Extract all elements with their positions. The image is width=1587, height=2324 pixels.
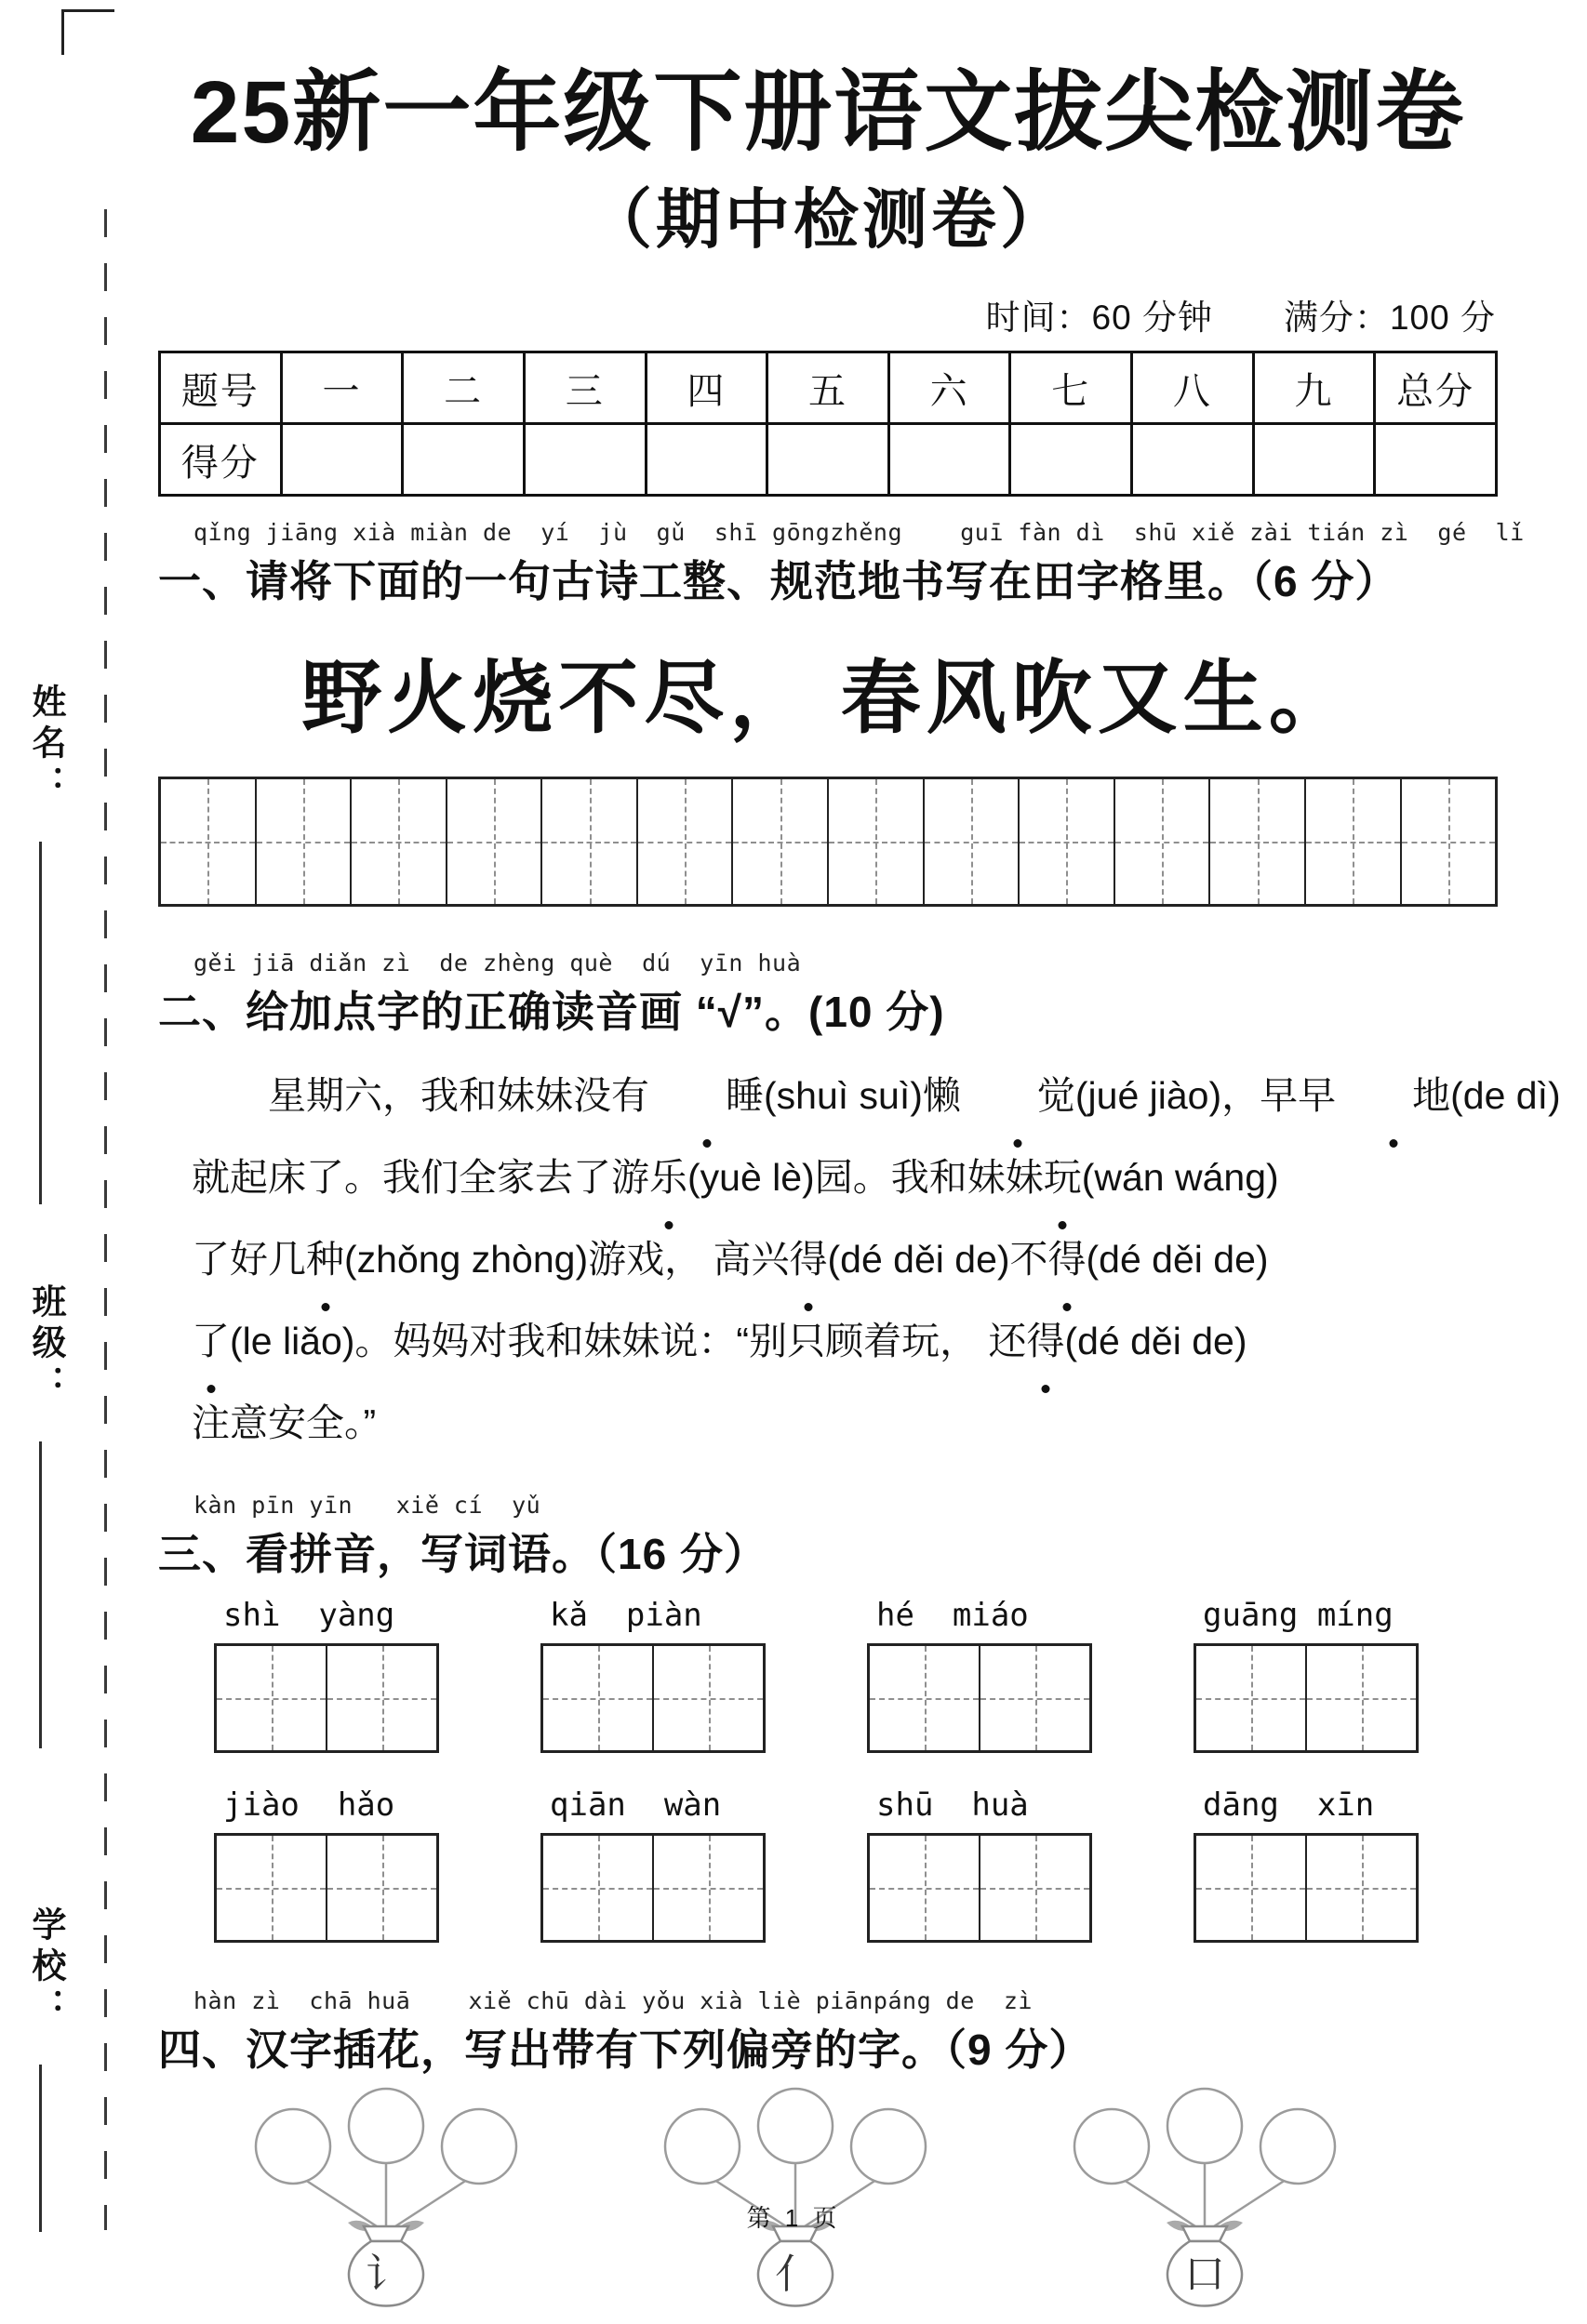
tianzige-cell: [1307, 1646, 1416, 1750]
tianzige-cell: [327, 1836, 436, 1940]
tianzige-cell: [257, 779, 353, 904]
class-blank-line: [39, 1441, 42, 1748]
s3-writing-box: [540, 1833, 766, 1943]
flower-circle: [349, 2089, 423, 2163]
tianzige-cell: [217, 1646, 327, 1750]
s2-line: 注意安全。”: [192, 1401, 377, 1445]
tianzige-cell: [654, 1836, 763, 1940]
tianzige-cell: [543, 1646, 654, 1750]
s3-item-pinyin: dāng xīn: [1203, 1786, 1375, 1825]
s4-heading: 四、汉字插花，写出带有下列偏旁的字。（9 分）: [158, 2025, 1093, 2075]
s3-heading: 三、看拼音，写词语。（16 分）: [158, 1530, 767, 1579]
score-table-score-row: [160, 424, 1497, 496]
page-title: 25新一年级下册语文拔尖检测卷: [190, 63, 1466, 162]
poem-line: 野火烧不尽， 春风吹又生。: [301, 654, 1354, 744]
s2-passage: [192, 1055, 1561, 1464]
time-and-score-info: 时间：60 分钟 满分：100 分: [985, 299, 1496, 338]
score-cell-empty: [524, 424, 646, 496]
tianzige-cell: [980, 1646, 1089, 1750]
tianzige-cell: [1306, 779, 1402, 904]
class-field-label: 班级：: [27, 1283, 65, 1406]
name-field-label: 姓名：: [27, 684, 65, 806]
score-table-col-header: 总分: [1375, 352, 1497, 424]
score-cell-empty: [767, 424, 889, 496]
s3-item: [1194, 1597, 1419, 1753]
score-table: [158, 351, 1498, 497]
tianzige-cell: [733, 779, 829, 904]
tianzige-cell: [542, 779, 638, 904]
dotted-char: 地: [1336, 1055, 1450, 1136]
score-cell-empty: [403, 424, 525, 496]
score-table-col-header: 六: [888, 352, 1010, 424]
tianzige-cell: [543, 1836, 654, 1940]
s3-item: [540, 1786, 766, 1943]
dotted-char: 得: [1026, 1300, 1064, 1382]
s3-item: [867, 1597, 1092, 1753]
s3-item-pinyin: hé miáo: [876, 1597, 1029, 1635]
flower-circle: [1167, 2089, 1242, 2163]
exam-content: [158, 0, 1561, 2319]
tianzige-cell: [352, 779, 447, 904]
score-table-col-header: 一: [281, 352, 403, 424]
s3-pinyin: kàn pīn yīn xiě cí yǔ: [193, 1492, 541, 1520]
dotted-char: 了: [192, 1300, 230, 1382]
dotted-char: 得: [790, 1218, 828, 1300]
tianzige-cell: [1020, 779, 1115, 904]
s3-writing-box: [1194, 1833, 1419, 1943]
score-cell-empty: [1375, 424, 1497, 496]
s2-line: 星期六，我和妹妹没有 睡(shuì suì)懒 觉(jué jiào)，早早 地(de dì): [192, 1055, 1498, 1136]
s1-pinyin: qǐng jiāng xià miàn de yí jù gǔ shī gōngzhěng guī fàn dì shū xiě zài tián zì gé lǐ: [193, 519, 1525, 547]
s3-row: [158, 1597, 1498, 1753]
s2-pinyin: gěi jiā diǎn zì de zhèng què dú yīn huà: [193, 950, 802, 977]
s1-heading: 一、请将下面的一句古诗工整、规范地书写在田字格里。（6 分）: [158, 557, 1399, 606]
tianzige-cell: [654, 1646, 763, 1750]
s3-writing-box: [214, 1643, 439, 1753]
flower-circle: [758, 2089, 833, 2163]
tianzige-cell: [980, 1836, 1089, 1940]
flower-circle: [442, 2109, 516, 2184]
flower-circle: [256, 2109, 330, 2184]
tianzige-cell: [870, 1646, 980, 1750]
tianzige-cell: [1115, 779, 1211, 904]
s2-line: 就起床了。我们全家去了游乐(yuè lè)园。我和妹妹玩(wán wáng): [192, 1136, 1498, 1218]
s3-item-pinyin: qiān wàn: [550, 1786, 722, 1825]
radical-label: 口: [1184, 2251, 1225, 2298]
tianzige-cell: [447, 779, 543, 904]
score-cell-empty: [646, 424, 767, 496]
score-cell-empty: [888, 424, 1010, 496]
score-table-col-header: 四: [646, 352, 767, 424]
name-blank-line: [39, 842, 42, 1204]
s3-item: [214, 1597, 439, 1753]
s3-writing-box: [1194, 1643, 1419, 1753]
s2-line: 了好几种(zhǒng zhòng)游戏， 高兴得(dé děi de)不得(dé děi de): [192, 1218, 1498, 1300]
corner-mark: [61, 9, 114, 55]
s3-item-pinyin: shū huà: [876, 1786, 1029, 1825]
tianzige-cell: [1307, 1836, 1416, 1940]
school-field-label: 学校：: [27, 1906, 65, 2029]
s3-item: [1194, 1786, 1419, 1943]
dotted-char: 种: [306, 1218, 344, 1300]
poem-writing-grid: [158, 777, 1498, 907]
radical-label: 亻: [775, 2251, 816, 2298]
flower-circle: [665, 2109, 740, 2184]
score-table-header-row: [160, 352, 1497, 424]
page-subtitle: （期中检测卷）: [587, 183, 1069, 257]
score-row-label: 得分: [160, 424, 282, 496]
page-footer: 第 1 页: [746, 2204, 841, 2232]
dotted-char: 睡: [649, 1055, 764, 1136]
tianzige-cell: [1402, 779, 1496, 904]
tianzige-cell: [925, 779, 1020, 904]
binding-dashed-line: [104, 209, 107, 2230]
flower-circle: [851, 2109, 926, 2184]
flower-circle: [1074, 2109, 1149, 2184]
tianzige-cell: [327, 1646, 436, 1750]
radical-label: 讠: [366, 2251, 407, 2298]
s3-item: [214, 1786, 439, 1943]
score-table-col-header: 二: [403, 352, 525, 424]
s3-writing-box: [214, 1833, 439, 1943]
s2-line: 了(le liǎo)。妈妈对我和妹妹说：“别只顾着玩， 还得(dé děi de): [192, 1300, 1498, 1382]
tianzige-cell: [217, 1836, 327, 1940]
s4-pinyin: hàn zì chā huā xiě chū dài yǒu xià liè piānpáng de zì: [193, 1987, 1033, 2015]
s3-row: [158, 1786, 1498, 1943]
score-table-col-header: 七: [1010, 352, 1132, 424]
s3-item-pinyin: kǎ piàn: [550, 1597, 702, 1635]
tianzige-cell: [870, 1836, 980, 1940]
s3-writing-box: [540, 1643, 766, 1753]
dotted-char: 乐: [649, 1136, 687, 1218]
tianzige-cell: [161, 779, 257, 904]
tianzige-cell: [1196, 1836, 1307, 1940]
score-cell-empty: [1132, 424, 1254, 496]
s2-heading: 二、给加点字的正确读音画 “√”。(10 分): [158, 988, 945, 1037]
s3-item: [540, 1597, 766, 1753]
score-cell-empty: [1253, 424, 1375, 496]
score-cell-empty: [1010, 424, 1132, 496]
tianzige-cell: [829, 779, 925, 904]
s3-item-pinyin: shì yàng: [223, 1597, 395, 1635]
s3-item-pinyin: guāng míng: [1203, 1597, 1394, 1635]
s3-item: [867, 1786, 1092, 1943]
flower-circle: [1260, 2109, 1335, 2184]
s3-item-pinyin: jiào hǎo: [223, 1786, 395, 1825]
dotted-char: 觉: [961, 1055, 1075, 1136]
score-table-col-header: 五: [767, 352, 889, 424]
s3-word-grid: [158, 1597, 1498, 1943]
tianzige-cell: [638, 779, 734, 904]
score-table-header-label: 题号: [160, 352, 282, 424]
score-table-col-header: 八: [1132, 352, 1254, 424]
dotted-char: 得: [1048, 1218, 1087, 1300]
s3-writing-box: [867, 1643, 1092, 1753]
dotted-char: 玩: [1044, 1136, 1082, 1218]
s3-writing-box: [867, 1833, 1092, 1943]
tianzige-cell: [1196, 1646, 1307, 1750]
tianzige-cell: [1210, 779, 1306, 904]
score-table-col-header: 三: [524, 352, 646, 424]
score-cell-empty: [281, 424, 403, 496]
score-table-col-header: 九: [1253, 352, 1375, 424]
